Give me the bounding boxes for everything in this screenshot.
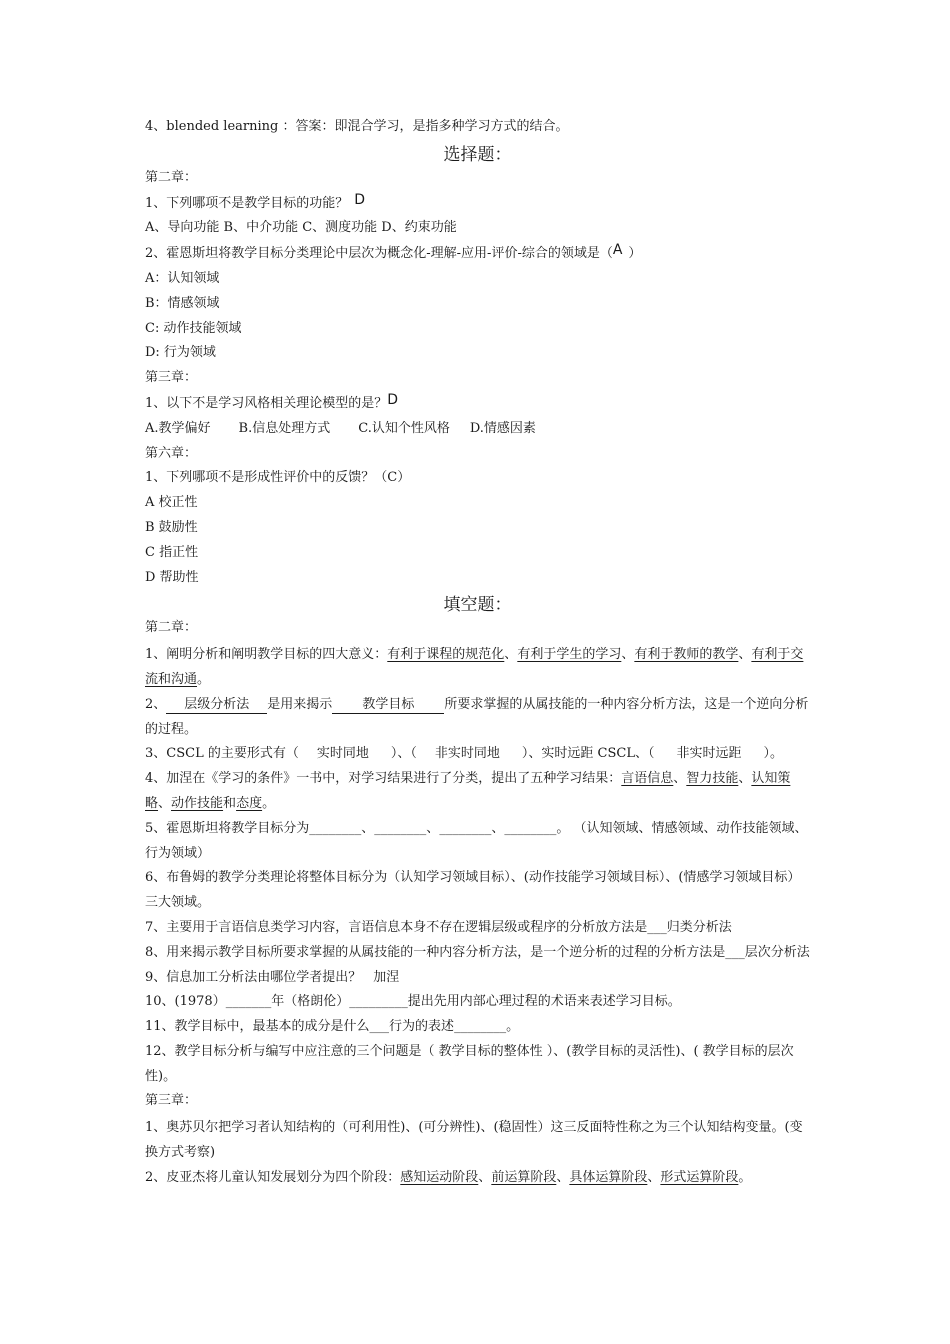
- choice-ch2-label: 第二章：: [145, 169, 198, 185]
- fill-ch2-q6: 6、布鲁姆的教学分类理论将整体目标分为（认知学习领域目标）、(动作技能学习领域目标）、(情感学习领域目标）三大领域。: [145, 870, 801, 911]
- answer-underlined: 具体运算阶段: [569, 1169, 648, 1185]
- answer-filled: 层级分析法: [166, 697, 267, 714]
- option-item: B：情感领域: [145, 295, 220, 311]
- fill-ch2-q8: 8、用来揭示教学目标所要求掌握的从属技能的一种内容分析方法，是一个逆分析的过程的分析方法是___层次分析法: [145, 944, 810, 960]
- question-text: 1、以下不是学习风格相关理论模型的是？: [145, 395, 388, 411]
- intro-line: 4、blended learning ：答案：即混合学习，是指多种学习方式的结合。: [145, 119, 569, 134]
- choice-ch3-q1: [145, 393, 810, 414]
- question-text-end: ）: [628, 246, 642, 262]
- answer-underlined: 有利于交流和沟通: [145, 647, 804, 687]
- answer-underlined: 前运算阶段: [491, 1169, 557, 1185]
- fill-ch2-label: 第二章：: [145, 620, 198, 636]
- choice-section-heading: 选择题：: [443, 144, 512, 165]
- answer-underlined: 言语信息: [621, 771, 674, 787]
- document-content: [145, 117, 810, 1191]
- option-item: D 帮助性: [145, 569, 199, 585]
- answer-filled: 教学目标: [332, 697, 444, 714]
- fill-ch2-q2: 2、 层级分析法 是用来揭示 教学目标 所要求掌握的从属技能的一种内容分析方法，这是一个逆向分析的过程。: [145, 696, 809, 737]
- question-text: 2、霍恩斯坦将教学目标分类理论中层次为概念化-理解-应用-评价-综合的领域是（: [145, 246, 613, 262]
- fill-ch2-q10: 10、(1978）_______年（格朗伦）_________提出先用内部心理过程的术语来表述学习目标。: [145, 994, 681, 1010]
- option-item: B.信息处理方式: [238, 420, 331, 436]
- answer-underlined: 智力技能: [686, 771, 739, 787]
- answer-text: 加涅: [373, 969, 400, 985]
- answer-underlined: 有利于学生的学习: [517, 647, 622, 663]
- answer-underlined: 感知运动阶段: [400, 1169, 479, 1185]
- option-item: A.教学偏好: [145, 420, 211, 436]
- option-item: B 鼓励性: [145, 519, 198, 535]
- answer-underlined: 形式运算阶段: [660, 1169, 739, 1185]
- blank-line: ________: [504, 820, 557, 836]
- choice-ch2-q1: [145, 193, 810, 214]
- fill-ch3-q1: 1、奥苏贝尔把学习者认知结构的（可利用性)、(可分辨性)、(稳固性）这三反面特性称之为三个认知结构变量。(变换方式考察): [145, 1120, 803, 1161]
- fill-ch2-q1: 1、阐明分析和阐明教学目标的四大意义：有利于课程的规范化、有利于学生的学习、有利于教师的教学、有利于交流和沟通。: [145, 647, 804, 687]
- answer-text: 层次分析法: [744, 944, 810, 960]
- answer-underlined: 有利于课程的规范化: [387, 647, 505, 663]
- choice-ch3-label: 第三章：: [145, 370, 198, 386]
- blank-line: ___: [725, 944, 745, 960]
- fill-ch2-q11: 11、教学目标中，最基本的成分是什么___行为的表述________。: [145, 1019, 520, 1035]
- blank-line: _______: [225, 994, 272, 1010]
- choice-ch2-q2: [145, 243, 810, 264]
- answer-text: 归类分析法: [666, 919, 732, 935]
- answer-text: 非实时远距: [676, 746, 742, 762]
- fill-ch2-q7: 7、主要用于言语信息类学习内容，言语信息本身不存在逻辑层级或程序的分析放方法是___归类分析法: [145, 919, 732, 935]
- option-item: D.情感因素: [469, 420, 536, 436]
- option-item: C: 动作技能领域: [145, 320, 242, 336]
- fill-ch2-q12: 12、教学目标分析与编写中应注意的三个问题是（ 教学目标的整体性 ）、(教学目标的灵活性)、( 教学目标的层次性)。: [145, 1043, 794, 1084]
- fill-ch2-q5: 5、霍恩斯坦将教学目标分为________、________、________、________。 （认知领域、情感领域、动作技能领域、行为领域）: [145, 820, 808, 861]
- answer-underlined: 动作技能: [171, 795, 224, 811]
- blank-line: ________: [309, 820, 362, 836]
- answer-underlined: 认知策略: [145, 771, 791, 811]
- fill-ch2-q4: 4、加涅在《学习的条件》一书中，对学习结果进行了分类，提出了五种学习结果：言语信息、智力技能、认知策略、动作技能和态度。: [145, 771, 791, 811]
- option-item: C.认知个性风格: [358, 420, 450, 436]
- answer-letter: D: [354, 191, 366, 208]
- answer-underlined: 有利于教师的教学: [634, 647, 739, 663]
- answer-text: （认知领域、情感领域、动作技能领域、行为领域）: [145, 820, 808, 861]
- option-item: C 指正性: [145, 544, 199, 560]
- answer-text: 实时同地: [316, 746, 369, 762]
- fill-ch2-q9: 9、信息加工分析法由哪位学者提出？ 加涅: [145, 969, 400, 985]
- blank-line: ___: [647, 919, 667, 935]
- answer-letter: A: [612, 242, 623, 259]
- option-item: A 校正性: [145, 495, 198, 511]
- fill-section-heading: 填空题：: [443, 595, 512, 616]
- choice-ch6-label: 第六章：: [145, 445, 198, 461]
- question-text: 1、下列哪项不是教学目标的功能？: [145, 195, 349, 211]
- blank-line: ________: [374, 820, 427, 836]
- answer-text: 非实时同地: [434, 746, 500, 762]
- blank-line: _________: [349, 994, 408, 1010]
- fill-ch3-q2: 2、皮亚杰将儿童认知发展划分为四个阶段：感知运动阶段、前运算阶段、具体运算阶段、形式运算阶段。: [145, 1169, 752, 1185]
- option-item: A：认知领域: [145, 270, 220, 286]
- choice-ch3-q1-options: [145, 419, 810, 439]
- fill-ch2-q3: 3、CSCL 的主要形式有（ 实时同地 ）、（ 非实时同地 ）、实时远距 CSCL、（ 非实时远距 ）。: [145, 746, 783, 762]
- choice-ch6-q1: 1、下列哪项不是形成性评价中的反馈？（C）: [145, 470, 411, 486]
- blank-line: ________: [439, 820, 492, 836]
- fill-ch3-label: 第三章：: [145, 1093, 198, 1109]
- choice-ch2-q1-options: A、导向功能 B、中介功能 C、测度功能 D、约束功能: [145, 220, 457, 236]
- blank-line: ___: [369, 1019, 390, 1035]
- blank-line: ________: [454, 1019, 507, 1035]
- answer-letter: D: [387, 391, 399, 408]
- answer-underlined: 态度: [236, 795, 263, 811]
- option-item: D: 行为领域: [145, 345, 216, 361]
